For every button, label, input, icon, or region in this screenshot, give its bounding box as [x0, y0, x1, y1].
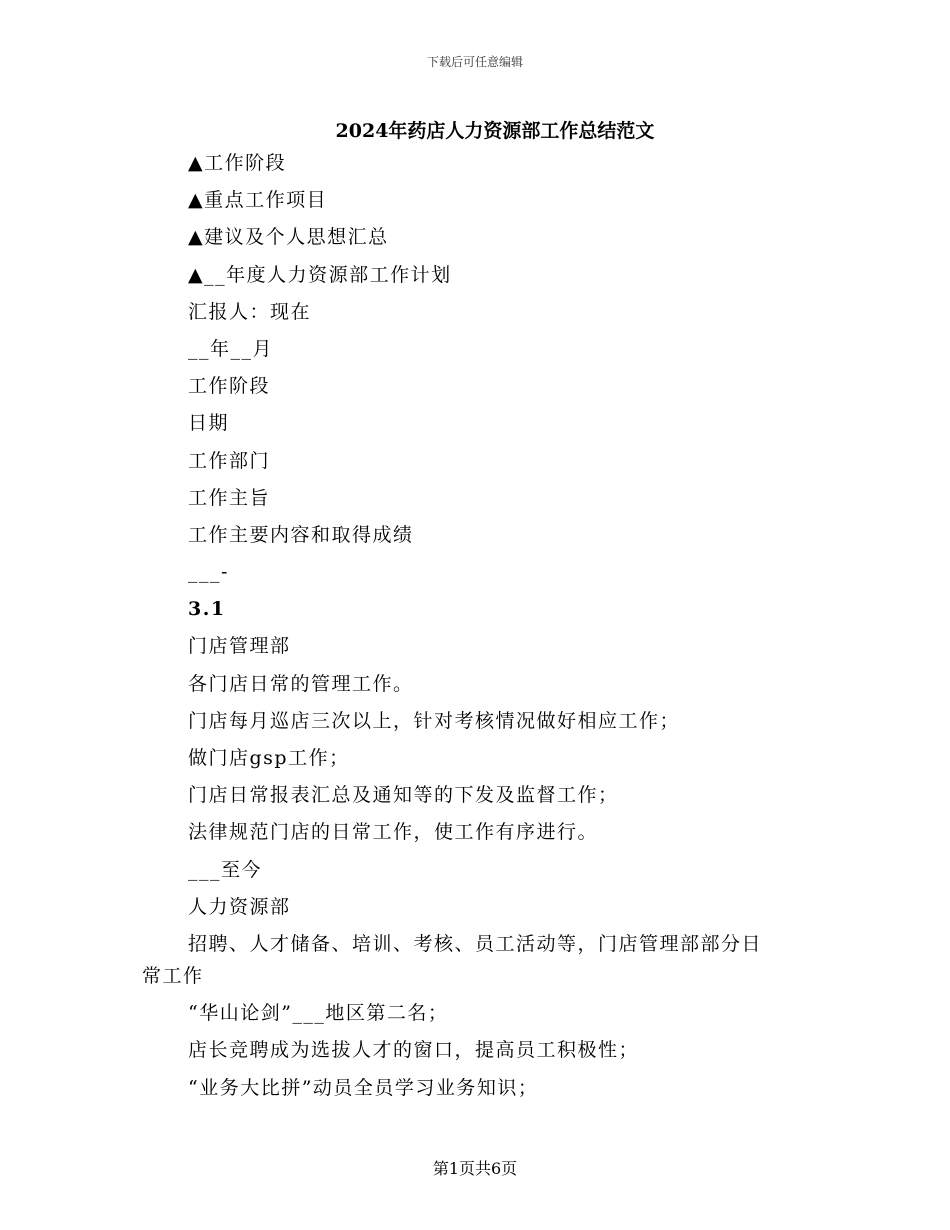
- section-marker-suggestions: ▲建议及个人思想汇总: [188, 226, 389, 249]
- period-blank: ___-: [188, 561, 229, 584]
- department-store-management: 门店管理部: [188, 635, 291, 658]
- date-line: __年__月: [188, 337, 274, 360]
- section-marker-key-projects: ▲重点工作项目: [188, 189, 328, 212]
- reporter-line: 汇报人：现在: [188, 300, 312, 323]
- paragraph-line: “业务大比拼”动员全员学习业务知识；: [188, 1076, 539, 1099]
- field-department: 工作部门: [188, 449, 271, 472]
- field-main-content: 工作主要内容和取得成绩: [188, 523, 414, 546]
- paragraph-line: 法律规范门店的日常工作，使工作有序进行。: [188, 821, 599, 844]
- field-date: 日期: [188, 412, 230, 435]
- period-to-present: ___至今: [188, 858, 263, 881]
- section-marker-work-stage: ▲工作阶段: [188, 152, 287, 174]
- paragraph-line: 做门店gsp工作；: [188, 747, 350, 769]
- department-hr: 人力资源部: [188, 895, 291, 918]
- paragraph-line: 门店日常报表汇总及通知等的下发及监督工作；: [188, 784, 619, 807]
- paragraph-line: 门店每月巡店三次以上，针对考核情况做好相应工作；: [188, 709, 681, 732]
- paragraph-line: 招聘、人才储备、培训、考核、员工活动等，门店管理部部分日: [188, 932, 763, 955]
- field-work-stage: 工作阶段: [188, 375, 271, 398]
- paragraph-line: “华山论剑”___地区第二名；: [188, 1002, 449, 1025]
- page-footer: 第1页共6页: [432, 1159, 518, 1178]
- paragraph-line: 各门店日常的管理工作。: [188, 672, 414, 695]
- header-note: 下载后可任意编辑: [426, 55, 523, 69]
- document-body: [142, 148, 828, 1110]
- field-purpose: 工作主旨: [188, 486, 271, 509]
- document-title: 2024年药店人力资源部工作总结范文: [335, 120, 655, 142]
- section-number: 3.1: [188, 598, 226, 621]
- paragraph-line-continued: 常工作: [142, 964, 204, 987]
- paragraph-line: 店长竞聘成为选拔人才的窗口，提高员工积极性；: [188, 1039, 640, 1062]
- section-marker-annual-plan: ▲__年度人力资源部工作计划: [188, 263, 452, 286]
